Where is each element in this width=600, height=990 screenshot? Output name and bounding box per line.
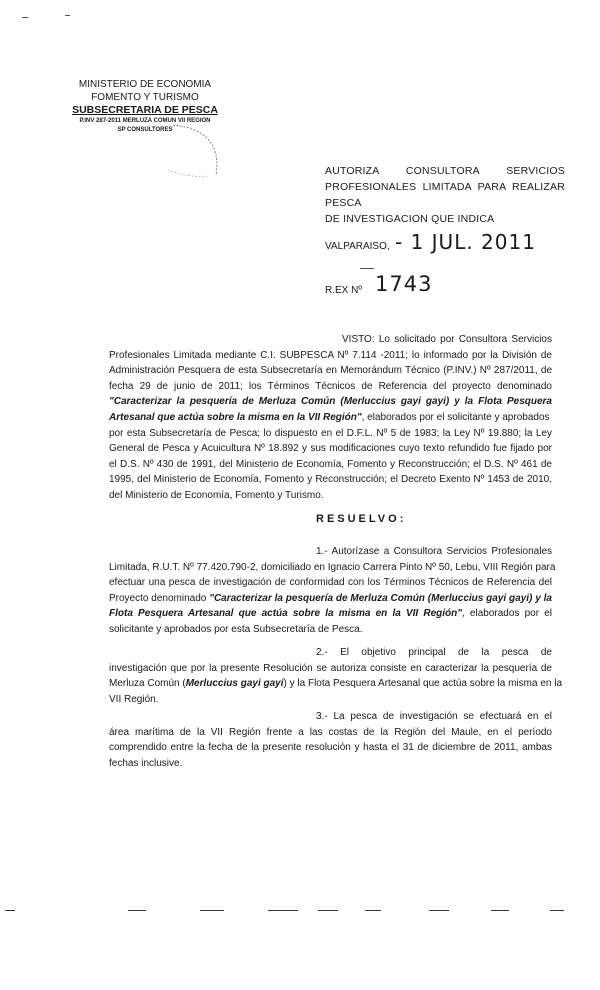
letterhead-reference: P.INV 287-2011 MERLUZA COMUN VII REGION [79,118,211,124]
subject-line: PROFESIONALES LIMITADA PARA REALIZAR PESCA [325,181,565,209]
letterhead-fomento: FOMENTO Y TURISMO [91,92,199,103]
scan-mark [65,15,70,16]
letterhead-consultores: SP CONSULTORES [117,127,173,133]
scan-dash [550,910,564,911]
item1-line: 1.- Autorízase a Consultora Servicios Profesionales [316,546,552,557]
visto-line: el D.S. Nº 430 de 1991, del Ministerio de Economía, Fomento y Reconstrucción; el D.S. Nº 461 de [109,458,552,470]
item1-line: Limitada, R.U.T. Nº 77.420.790-2, domiciliado en Ignacio Carrera Pinto Nº 50, Lebu, VIII Región para [109,561,556,573]
visto-line: 1995, del Ministerio de Economía, Fomento y Reconstrucción; el Decreto Exento Nº 1453 de 2010, [109,474,552,486]
item1-text: , elaborados por el [461,608,552,620]
item2-line: VII Región. [109,693,159,705]
stamp-seal [168,120,238,180]
item3-line: fechas inclusive. [109,757,183,769]
scan-mark [360,268,374,269]
visto-line: Profesionales Limitada mediante C.I. SUBPESCA Nº 7.114 -2011; lo informado por la División de [109,349,552,361]
item3-line: 3.- La pesca de investigación se efectuará en el [316,711,552,722]
item2-text: Merluza Común ( [109,678,186,690]
scan-dash [365,910,381,911]
subject-line: DE INVESTIGACION QUE INDICA [325,213,495,225]
visto-paragraph [109,332,552,504]
subject-line: AUTORIZA CONSULTORA SERVICIOS [325,165,565,177]
visto-text: , elaborados por el solicitante y aprobados [361,411,550,423]
item2-line: 2.- El objetivo principal de la pesca de [316,647,552,658]
visto-line: General de Pesca y Acuicultura Nº 18.892 y sus modificaciones cuyo texto refundido fue fijado por [109,443,552,455]
item2-text: ) y la Flota Pesquera Artesanal que actúa sobre la misma en la [283,678,563,690]
resolution-subject [325,163,565,227]
date-stamp: - 1 JUL. 2011 [395,230,536,254]
rex-number: 1743 [375,272,433,296]
scan-dash [5,910,15,911]
species-name: Merluccius gayi gayi [185,678,284,690]
resolution-item-2 [109,645,563,707]
scan-mark [22,17,28,18]
item1-text: Proyecto denominado [109,592,210,604]
visto-line: fecha 29 de junio de 2011; los Términos Técnicos de Referencia del proyecto denominado [109,380,552,392]
item2-line: investigación que por la presente Resolución se autoriza consiste en caracterizar la pesquería de [109,662,552,674]
scan-dash [429,910,449,911]
scan-dash [318,910,338,911]
scan-dash [268,910,298,911]
item3-line: área marítima de la VII Región frente a las costas de la Región del Maule, en el período [109,726,552,738]
resolution-item-1 [109,544,556,638]
place-label: VALPARAISO, [325,241,390,252]
visto-line: del Ministerio de Economía, Fomento y Turismo. [109,489,324,501]
item3-line: comprendido entre la fecha de la presente resolución y hasta el 31 de diciembre de 2011, ambas [109,742,552,754]
item1-line: solicitante y aprobados por esta Subsecretaría de Pesca. [109,623,363,635]
project-title-end: Flota Pesquera Artesanal que actúa sobre la misma en la VII Región" [109,608,462,620]
letterhead-subsecretaria: SUBSECRETARIA DE PESCA [72,104,218,116]
visto-line: por esta Subsecretaría de Pesca; lo dispuesto en el D.F.L. Nº 5 de 1983; la Ley Nº 19.880; la Ley [109,427,552,439]
visto-line: VISTO: Lo solicitado por Consultora Servicios [342,334,552,345]
visto-line [109,410,552,426]
item1-line [109,591,552,607]
project-title-end: Artesanal que actúa sobre la misma en la VII Región" [109,411,362,423]
visto-line-project-title: "Caracterizar la pesquería de Merluza Común (Merluccius gayi gayi) y la Flota Pesquera [109,396,552,408]
scan-dash [491,910,509,911]
item2-line [109,676,563,692]
resuelvo-heading: RESUELVO: [316,513,407,525]
rex-label: R.EX Nº [325,285,362,296]
scan-dash [128,910,146,911]
letterhead-ministry: MINISTERIO DE ECONOMIA [78,79,212,90]
resolution-item-3 [109,709,552,771]
item1-line [109,606,552,622]
project-title: "Caracterizar la pesquería de Merluza Común (Merluccius gayi gayi) y la [209,592,552,604]
scan-dash [200,910,224,911]
item1-line: efectuar una pesca de investigación de conformidad con los Términos Técnicos de Referencia del [109,577,552,589]
visto-line: Administración Pesquera de esta Subsecretaría en Memorándum Técnico (P.INV.) Nº 287/2011, de [109,365,552,377]
